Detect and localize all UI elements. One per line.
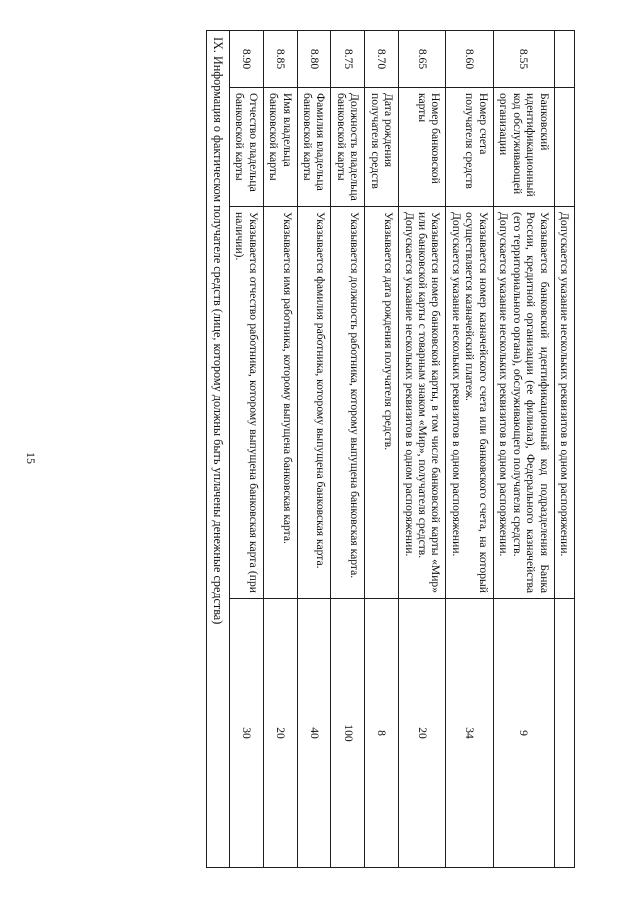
desc-line: Допускается указание нескольких реквизитов в одном распоряжении. [402, 212, 416, 557]
desc-line: Указывается имя работника, которому выпущена банковская карта. [280, 212, 294, 544]
cell-desc [229, 207, 263, 599]
cell-name: Банковский идентификационный код обслуживающей организации [493, 88, 554, 207]
section-heading: IX. Информация о фактическом получателе средств (лице, которому должны быть уплачены денежные средства) [206, 31, 229, 868]
cell-num: 8.65 [399, 31, 446, 88]
desc-line: Допускается указание нескольких реквизитов в одном распоряжении. [449, 212, 463, 557]
cell-desc: Допускается указание нескольких реквизитов в одном распоряжении. [554, 207, 574, 599]
cell-name: Должность владельца банковской карты [331, 88, 365, 207]
cell-size: 8 [365, 599, 399, 868]
cell-num: 8.75 [331, 31, 365, 88]
cell-size: 20 [263, 599, 297, 868]
cell-desc [263, 207, 297, 599]
cell-size: 34 [446, 599, 493, 868]
desc-line: Указывается должность работника, которому выпущена банковская карта. [348, 212, 362, 579]
table-row-8-70 [365, 31, 399, 868]
desc-line: Указывается отчество работника, которому выпущена банковская карта (при наличии). [233, 212, 260, 593]
cell-desc [365, 207, 399, 599]
cell-num: 8.80 [297, 31, 331, 88]
cell-size: 40 [297, 599, 331, 868]
requisites-table [206, 30, 575, 868]
cell-desc [446, 207, 493, 599]
cell-size [554, 599, 574, 868]
cell-desc [493, 207, 554, 599]
cell-desc [297, 207, 331, 599]
cell-name: Дата рождения получателя средств [365, 88, 399, 207]
cell-name: Отчество владельца банковской карты [229, 88, 263, 207]
cell-name: Номер счета получателя средств [446, 88, 493, 207]
desc-line: Указывается номер банковской карты, в том числе банковской карты «Мир» или банковской карты с товарным знаком «Мир», получателя средств. [416, 212, 443, 593]
cell-desc [399, 207, 446, 599]
cell-name: Номер банковской карты [399, 88, 446, 207]
table-row-8-60 [446, 31, 493, 868]
cell-num: 8.60 [446, 31, 493, 88]
section-heading-row [206, 31, 229, 868]
desc-line: Указывается банковский идентификационный код подразделения Банка России, кредитной организации (ее филиала), Федерального казначейства (его территориального органа), обслуживающего получателя средств. [510, 212, 551, 593]
cell-desc [331, 207, 365, 599]
table-row-8-55 [493, 31, 554, 868]
cell-num: 8.90 [229, 31, 263, 88]
cell-name: Фамилия владельца банковской карты [297, 88, 331, 207]
cell-num: 8.55 [493, 31, 554, 88]
table-row-8-90 [229, 31, 263, 868]
desc-line: Указывается фамилия работника, которому выпущена банковская карта. [314, 212, 328, 569]
table-row-continuation [554, 31, 574, 868]
cell-size: 30 [229, 599, 263, 868]
table-row-8-85 [263, 31, 297, 868]
cell-size: 9 [493, 599, 554, 868]
cell-size: 100 [331, 599, 365, 868]
cell-num: 8.70 [365, 31, 399, 88]
cell-size: 20 [399, 599, 446, 868]
cell-num [554, 31, 574, 88]
cell-name [554, 88, 574, 207]
desc-line: Указывается дата рождения получателя средств. [382, 212, 396, 451]
table-row-8-80 [297, 31, 331, 868]
cell-name: Имя владельца банковской карты [263, 88, 297, 207]
table-row-8-75 [331, 31, 365, 868]
desc-line: Допускается указание нескольких реквизитов в одном распоряжении. [497, 212, 511, 557]
page-number: 15 [24, 452, 38, 464]
cell-num: 8.85 [263, 31, 297, 88]
table-row-8-65 [399, 31, 446, 868]
desc-line: Указывается номер казначейского счета или банковского счета, на который осуществляется казначейский платеж. [463, 212, 490, 593]
